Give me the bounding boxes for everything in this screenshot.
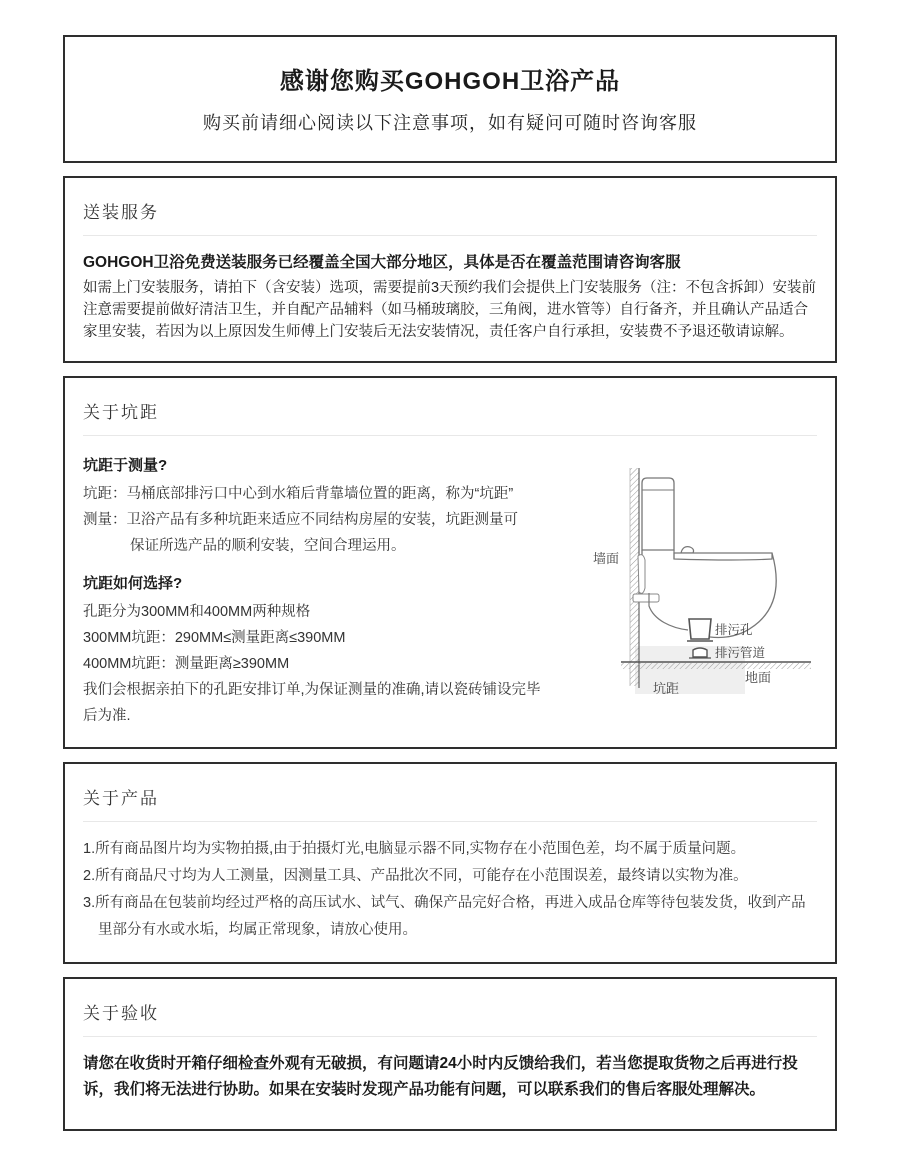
pit-section-title: 关于坑距 xyxy=(83,403,159,422)
product-item: 2.所有商品尺寸均为人工测量，因测量工具、产品批次不同，可能存在小范围误差，最终请以实物为准。 xyxy=(83,868,748,884)
product-section xyxy=(63,762,837,964)
product-section-title: 关于产品 xyxy=(83,789,159,808)
section-divider xyxy=(83,435,817,436)
pit-question-choose: 坑距如何选择? xyxy=(83,575,183,592)
delivery-highlight: GOHGOH卫浴免费送装服务已经覆盖全国大部分地区，具体是否在覆盖范围请咨询客服 xyxy=(83,254,681,271)
pit-distance-label: 坑距 xyxy=(653,681,680,696)
inlet-pipe xyxy=(638,555,645,594)
page-title: 感谢您购买GOHGOH卫浴产品 xyxy=(279,68,621,95)
delivery-section-title: 送装服务 xyxy=(83,203,159,222)
toilet-tank xyxy=(642,478,674,550)
pit-question-measure: 坑距于测量? xyxy=(83,457,168,474)
product-item: 1.所有商品图片均为实物拍摄,由于拍摄灯光,电脑显示器不同,实物存在小范围色差，均不属于质量问题。 xyxy=(83,841,746,857)
section-divider xyxy=(83,1036,817,1037)
pit-columns xyxy=(83,450,817,729)
acceptance-body: 请您在收货时开箱仔细检查外观有无破损，有问题请24小时内反馈给我们，若当您提取货物之后再进行投诉，我们将无法进行协助。如果在安装时发现产品功能有问题，可以联系我们的售后客服处理解决。 xyxy=(83,1055,798,1098)
drain-pipe xyxy=(693,648,707,657)
pit-text-column xyxy=(83,450,559,729)
pit-line-measure-cont: 保证所选产品的顺利安装，空间合理运用。 xyxy=(130,538,406,554)
section-divider xyxy=(83,821,817,822)
pit-line-specs: 孔距分为300MM和400MM两种规格 xyxy=(83,604,311,620)
acceptance-section xyxy=(63,977,837,1131)
spacer xyxy=(83,559,553,568)
pit-line-order-note: 我们会根据亲拍下的孔距安排订单,为保证测量的准确,请以瓷砖铺设完毕后为准. xyxy=(83,682,541,724)
pit-line-400mm: 400MM坑距：测量距离≥390MM xyxy=(83,656,290,672)
pit-line-300mm: 300MM坑距：290MM≤测量距离≤390MM xyxy=(83,630,346,646)
section-divider xyxy=(83,235,817,236)
delivery-body: 如需上门安装服务，请拍下（含安装）选项，需要提前3天预约我们会提供上门安装服务（注：不包含拆卸）安装前注意需要提前做好清洁卫生，并自配产品辅料（如马桶玻璃胶，三角阀，进水管等）自行备齐，并且确认产品适合家里安装，若因为以上原因发生师傅上门安装后无法安装情况，责任客户自行承担，安装费不予退还敬请谅解。 xyxy=(83,280,817,340)
ground-label: 地面 xyxy=(745,670,772,685)
acceptance-section-title: 关于验收 xyxy=(83,1004,159,1023)
seat-hinge xyxy=(681,547,694,553)
drain-pipe-label: 排污管道 xyxy=(715,646,766,660)
wall-hatch xyxy=(630,468,639,686)
toilet-pit-distance-diagram xyxy=(559,450,817,702)
page-subtitle: 购买前请细心阅读以下注意事项，如有疑问可随时咨询客服 xyxy=(203,113,697,133)
delivery-service-section xyxy=(63,176,837,363)
wall-label: 墙面 xyxy=(593,551,620,566)
toilet-diagram-svg xyxy=(559,450,817,702)
header-box xyxy=(63,35,837,163)
product-item: 3.所有商品在包装前均经过严格的高压试水、试气、确保产品完好合格，再进入成品仓库等待包装发货，收到产品里部分有水或水垢，均属正常现象，请放心使用。 xyxy=(83,895,806,938)
pit-line-measure: 测量：卫浴产品有多种坑距来适应不同结构房屋的安装，坑距测量可 xyxy=(83,512,518,528)
pit-distance-section xyxy=(63,376,837,749)
toilet-seat xyxy=(674,553,772,560)
pit-line-definition: 坑距：马桶底部排污口中心到水箱后背靠墙位置的距离，称为“坑距” xyxy=(83,486,514,502)
drain-hole xyxy=(689,619,711,639)
ground-hatch xyxy=(621,663,811,669)
drain-hole-label: 排污孔 xyxy=(715,623,753,637)
